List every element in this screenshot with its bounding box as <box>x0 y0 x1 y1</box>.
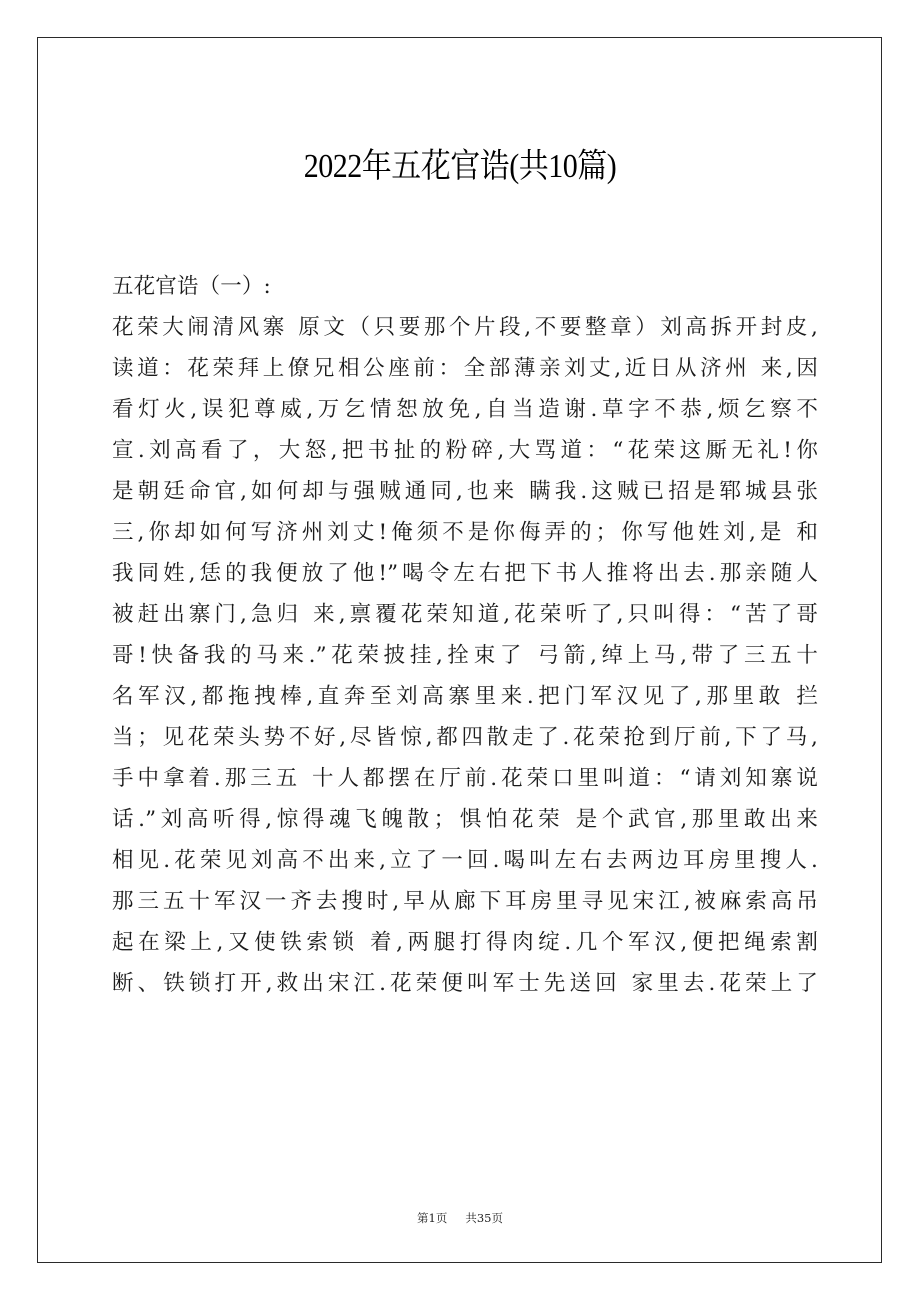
page-footer <box>0 1210 920 1226</box>
total-pages-label: 共35页 <box>465 1211 503 1225</box>
document-body <box>112 266 818 1004</box>
body-line: 起在梁上,又使铁索锁 着,两腿打得肉绽.几个军汉,便把绳索割 <box>112 930 818 955</box>
body-line: 宣.刘高看了，大怒,把书扯的粉碎,大骂道：“花荣这厮无礼!你 <box>112 438 818 463</box>
body-line: 当；见花荣头势不好,尽皆惊,都四散走了.花荣抢到厅前,下了马, <box>112 725 818 750</box>
current-page-label: 第1页 <box>417 1211 448 1225</box>
body-line: 话.”刘高听得,惊得魂飞魄散；惧怕花荣 是个武官,那里敢出来 <box>112 807 818 832</box>
body-line: 看灯火,误犯尊威,万乞情恕放免,自当造谢.草字不恭,烦乞察不 <box>112 397 818 422</box>
body-line: 被赶出寨门,急归 来,禀覆花荣知道,花荣听了,只叫得：“苦了哥 <box>112 602 818 627</box>
body-line: 花荣大闹清风寨 原文（只要那个片段,不要整章）刘高拆开封皮, <box>112 315 818 340</box>
body-line: 我同姓,恁的我便放了他!”喝令左右把下书人推将出去.那亲随人 <box>112 561 818 586</box>
section-heading: 五花官诰（一）: <box>112 274 271 299</box>
body-line: 哥!快备我的马来.”花荣披挂,拴束了 弓箭,绰上马,带了三五十 <box>112 643 818 668</box>
body-line: 手中拿着.那三五 十人都摆在厅前.花荣口里叫道：“请刘知寨说 <box>112 766 818 791</box>
document-title: 2022年五花官诰(共10篇) <box>303 148 617 186</box>
body-line: 读道：花荣拜上僚兄相公座前：全部薄亲刘丈,近日从济州 来,因 <box>112 356 818 381</box>
body-line: 是朝廷命官,如何却与强贼通同,也来 瞒我.这贼已招是郓城县张 <box>112 479 818 504</box>
body-line: 名军汉,都拖拽棒,直奔至刘高寨里来.把门军汉见了,那里敢 拦 <box>112 684 818 709</box>
body-line: 相见.花荣见刘高不出来,立了一回.喝叫左右去两边耳房里搜人. <box>112 848 818 873</box>
body-line: 三,你却如何写济州刘丈!俺须不是你侮弄的；你写他姓刘,是 和 <box>112 520 818 545</box>
body-line: 断、铁锁打开,救出宋江.花荣便叫军士先送回 家里去.花荣上了 <box>112 971 818 996</box>
body-line: 那三五十军汉一齐去搜时,早从廊下耳房里寻见宋江,被麻索高吊 <box>112 889 818 914</box>
